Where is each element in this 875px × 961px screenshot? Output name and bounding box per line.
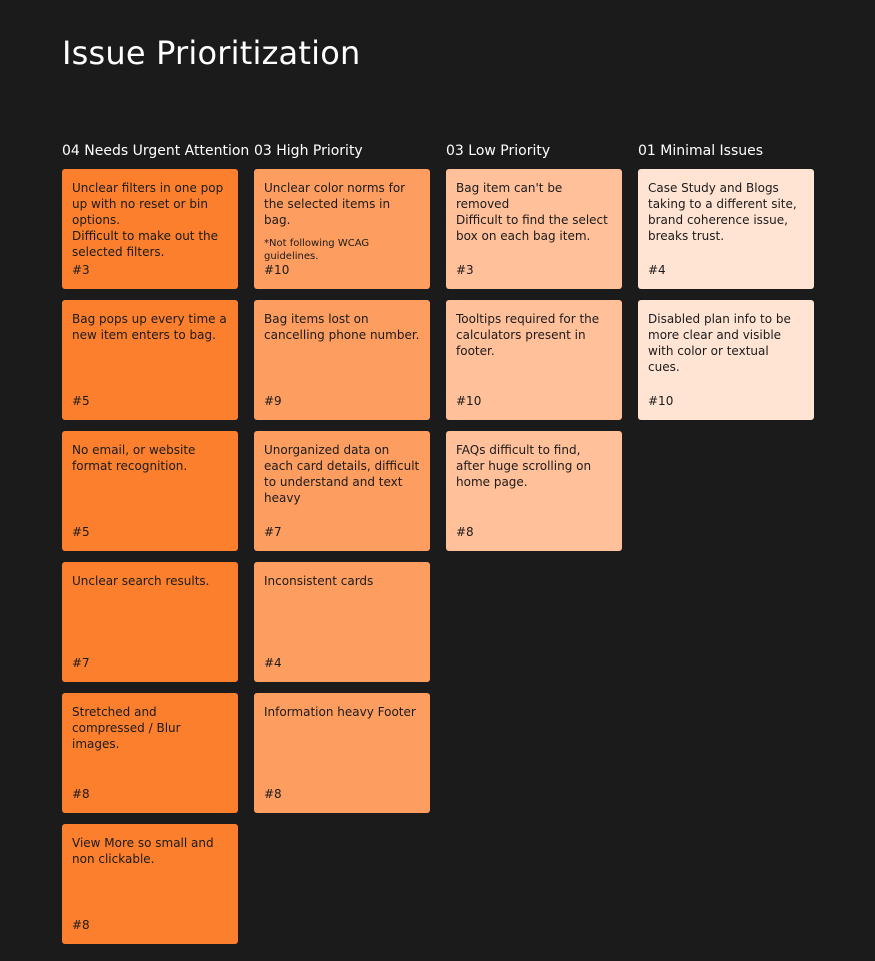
column-urgent xyxy=(62,142,250,944)
issue-count: #8 xyxy=(72,918,90,932)
issue-card[interactable] xyxy=(254,300,430,420)
card-list xyxy=(446,169,621,551)
card-list xyxy=(638,169,813,420)
column-header: 04 Needs Urgent Attention xyxy=(62,143,250,159)
issue-description: Bag items lost on cancelling phone number. xyxy=(264,312,420,342)
issue-count: #5 xyxy=(72,525,90,539)
issue-card[interactable] xyxy=(62,300,238,420)
issue-description: View More so small and non clickable. xyxy=(72,836,214,866)
issue-card[interactable] xyxy=(62,824,238,944)
issue-card[interactable] xyxy=(254,169,430,289)
issue-card[interactable] xyxy=(446,431,622,551)
issue-card[interactable] xyxy=(62,693,238,813)
issue-card[interactable] xyxy=(62,169,238,289)
issue-count: #4 xyxy=(648,263,666,277)
issue-card[interactable] xyxy=(638,300,814,420)
issue-card[interactable] xyxy=(638,169,814,289)
issue-count: #9 xyxy=(264,394,282,408)
issue-card[interactable] xyxy=(62,431,238,551)
issue-card[interactable] xyxy=(254,431,430,551)
column-minimal xyxy=(638,142,813,944)
issue-count: #10 xyxy=(456,394,482,408)
page-title: Issue Prioritization xyxy=(62,34,361,72)
issue-count: #8 xyxy=(72,787,90,801)
issue-description: Unclear filters in one pop up with no reset or bin options. Difficult to make out the selected filters. xyxy=(72,181,224,259)
issue-count: #10 xyxy=(648,394,674,408)
issue-description: Case Study and Blogs taking to a different site, brand coherence issue, breaks trust. xyxy=(648,181,797,243)
issue-card[interactable] xyxy=(446,169,622,289)
issue-description: Bag item can't be removed Difficult to find the select box on each bag item. xyxy=(456,181,608,243)
issue-description: Unorganized data on each card details, difficult to understand and text heavy xyxy=(264,443,420,505)
issue-description: Unclear search results. xyxy=(72,574,210,588)
issue-description: Tooltips required for the calculators present in footer. xyxy=(456,312,600,358)
issue-description: No email, or website format recognition. xyxy=(72,443,196,473)
issue-count: #8 xyxy=(456,525,474,539)
issue-count: #8 xyxy=(264,787,282,801)
card-list xyxy=(62,169,237,944)
issue-description: Unclear color norms for the selected items in bag. xyxy=(264,181,406,227)
column-low xyxy=(446,142,621,944)
issue-description: Stretched and compressed / Blur images. xyxy=(72,705,181,751)
issue-card[interactable] xyxy=(254,693,430,813)
column-high xyxy=(254,142,429,944)
column-header: 01 Minimal Issues xyxy=(638,143,764,159)
issue-count: #3 xyxy=(72,263,90,277)
issue-description: Inconsistent cards xyxy=(264,574,374,588)
issue-card[interactable] xyxy=(62,562,238,682)
issue-count: #7 xyxy=(72,656,90,670)
issue-count: #3 xyxy=(456,263,474,277)
issue-count: #7 xyxy=(264,525,282,539)
card-list xyxy=(254,169,429,813)
issue-description: FAQs difficult to find, after huge scrolling on home page. xyxy=(456,443,592,489)
issue-card[interactable] xyxy=(254,562,430,682)
issue-count: #4 xyxy=(264,656,282,670)
issue-description: Disabled plan info to be more clear and visible with color or textual cues. xyxy=(648,312,791,374)
issue-description: Information heavy Footer xyxy=(264,705,416,719)
priority-board xyxy=(62,142,813,944)
issue-note: *Not following WCAG guidelines. xyxy=(264,238,370,262)
column-header: 03 High Priority xyxy=(254,143,363,159)
column-header: 03 Low Priority xyxy=(446,143,551,159)
issue-count: #10 xyxy=(264,263,290,277)
issue-description: Bag pops up every time a new item enters to bag. xyxy=(72,312,227,342)
issue-count: #5 xyxy=(72,394,90,408)
issue-card[interactable] xyxy=(446,300,622,420)
